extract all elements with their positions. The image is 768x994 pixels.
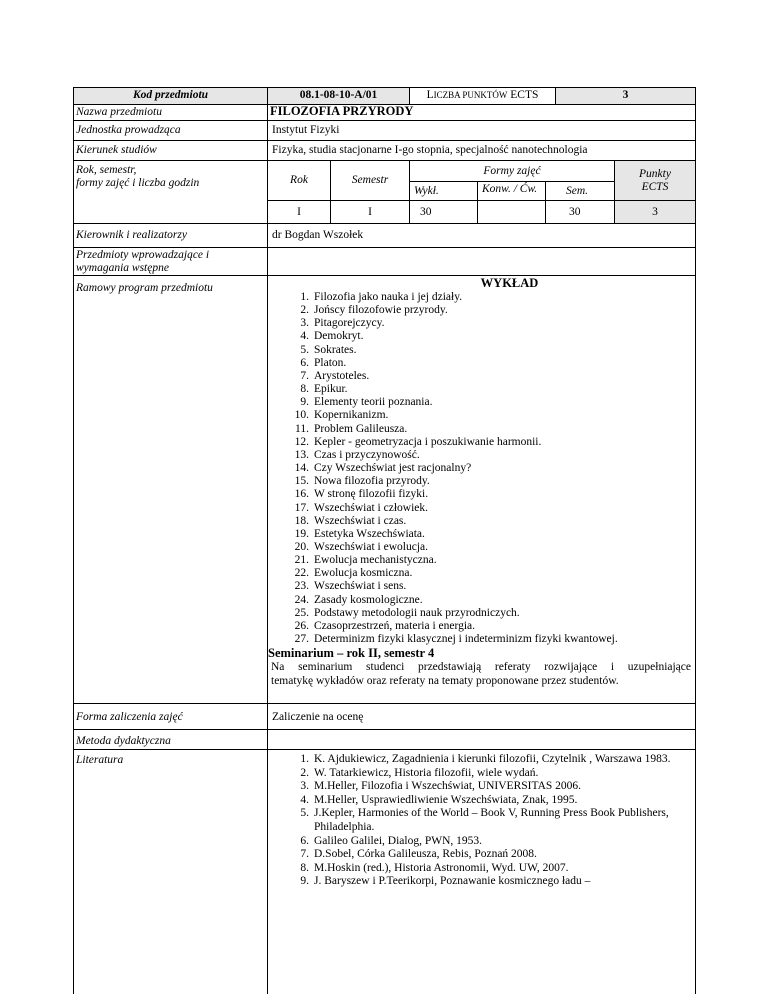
program-item-text: Arystoteles. — [314, 369, 370, 382]
literature-item-text: W. Tatarkiewicz, Historia filozofii, wiele wydań. — [314, 766, 539, 779]
wyklad-title: WYKŁAD — [480, 276, 539, 290]
program-item-number: 16. — [294, 488, 309, 501]
program-item-text: Czas i przyczynowość. — [314, 448, 420, 461]
literatura-label: Literatura — [76, 754, 124, 766]
program-item — [272, 304, 618, 317]
program-item — [272, 633, 618, 646]
table-border — [73, 140, 696, 141]
literature-item-number: 3. — [300, 780, 309, 793]
program-item-number: 12. — [294, 435, 309, 448]
program-item — [272, 436, 618, 449]
program-item-text: Podstawy metodologii nauk przyrodniczych. — [314, 606, 520, 619]
program-item-number: 25. — [294, 606, 309, 619]
program-item-text: Czasoprzestrzeń, materia i energia. — [314, 619, 476, 632]
konw-header: Konw. / Ćw. — [482, 183, 538, 195]
semestr-value: I — [368, 206, 372, 218]
literature-item-text: Galileo Galilei, Dialog, PWN, 1953. — [314, 834, 482, 847]
literature-item — [272, 780, 690, 794]
program-item — [272, 488, 618, 501]
program-item-text: Wszechświat i ewolucja. — [314, 540, 428, 553]
metoda-label: Metoda dydaktyczna — [76, 735, 171, 747]
program-item — [272, 344, 618, 357]
program-item — [272, 383, 618, 396]
program-item — [272, 396, 618, 409]
formy-header: Formy zajęć — [483, 165, 541, 177]
literature-item — [272, 767, 690, 781]
program-item-number: 13. — [294, 448, 309, 461]
przedmioty-label-line2: wymagania wstępne — [76, 262, 169, 274]
program-item-number: 27. — [294, 633, 309, 646]
program-item-text: Sokrates. — [314, 343, 357, 356]
program-item-number: 11. — [295, 422, 309, 435]
program-item-number: 8. — [300, 383, 309, 396]
table-border — [73, 120, 696, 121]
program-item — [272, 475, 618, 488]
program-item-text: Problem Galileusza. — [314, 422, 408, 435]
literature-item — [272, 875, 690, 889]
table-border — [477, 181, 478, 223]
ramowy-label: Ramowy program przedmiotu — [76, 282, 213, 294]
table-border — [73, 87, 696, 88]
program-item-text: Wszechświat i sens. — [314, 580, 407, 593]
ects-label-first: L — [426, 89, 434, 101]
program-item-text: Zasady kosmologiczne. — [314, 593, 423, 606]
program-item — [272, 449, 618, 462]
seminar-text-line1: Na seminarium studenci przedstawiają referaty rozwijające i uzupełniające — [271, 661, 691, 673]
program-item-number: 17. — [294, 501, 309, 514]
wykl-value: 30 — [420, 206, 432, 218]
table-border — [73, 247, 696, 248]
table-border — [267, 87, 268, 994]
literature-item-number: 6. — [300, 834, 309, 847]
program-item-number: 19. — [294, 527, 309, 540]
punkty-value: 3 — [652, 206, 658, 218]
literature-item-text: M.Heller, Filozofia i Wszechświat, UNIVERSITAS 2006. — [314, 780, 582, 793]
program-item-text: Demokryt. — [314, 330, 364, 343]
literature-item-text: M.Heller, Usprawiedliwienie Wszechświata, Znak, 1995. — [314, 793, 578, 806]
table-border — [409, 181, 614, 182]
table-border — [545, 181, 546, 223]
program-item-text: Estetyka Wszechświata. — [314, 527, 425, 540]
table-border — [73, 749, 696, 750]
program-item-text: Determinizm fizyki klasycznej i indeterminizm fizyki kwantowej. — [314, 633, 618, 646]
program-item-number: 20. — [294, 540, 309, 553]
rok-header: Rok — [290, 174, 308, 186]
program-item-number: 7. — [300, 369, 309, 382]
literature-item — [272, 848, 690, 862]
literature-item-text: D.Sobel, Córka Galileusza, Rebis, Poznań 2008. — [314, 848, 537, 861]
program-item-text: Platon. — [314, 356, 347, 369]
rok-value: I — [297, 206, 301, 218]
program-item-number: 9. — [300, 396, 309, 409]
literature-item-number: 7. — [300, 848, 309, 861]
program-item-number: 3. — [300, 317, 309, 330]
nazwa-label: Nazwa przedmiotu — [76, 106, 162, 118]
table-border — [73, 160, 696, 161]
program-item-text: Czy Wszechświat jest racjonalny? — [314, 462, 472, 475]
program-item-number: 10. — [294, 409, 309, 422]
program-item-text: Kopernikanizm. — [314, 409, 389, 422]
table-border — [695, 87, 696, 994]
program-item — [272, 554, 618, 567]
literature-item-number: 5. — [300, 807, 309, 820]
program-item — [272, 541, 618, 554]
program-item-number: 14. — [294, 462, 309, 475]
program-item-number: 4. — [300, 330, 309, 343]
jednostka-label: Jednostka prowadząca — [76, 124, 181, 136]
table-border — [73, 87, 74, 994]
kierownik-label: Kierownik i realizatorzy — [76, 229, 187, 241]
program-item-number: 21. — [294, 554, 309, 567]
rok-label-line1: Rok, semestr, — [76, 164, 137, 176]
program-item-text: Jońscy filozofowie przyrody. — [314, 304, 448, 317]
literature-item — [272, 794, 690, 808]
literature-item — [272, 862, 690, 876]
table-border — [73, 223, 696, 224]
program-item-number: 2. — [300, 304, 309, 317]
ects-label-tail: ECTS — [510, 89, 539, 101]
table-border — [267, 200, 696, 201]
program-item-text: Kepler - geometryzacja i poszukiwanie harmonii. — [314, 435, 542, 448]
program-item — [272, 515, 618, 528]
program-item — [272, 317, 618, 330]
rok-label-line2: formy zajęć i liczba godzin — [76, 177, 200, 189]
ects-label-rest: ICZBA PUNKTÓW — [433, 90, 508, 100]
program-item-number: 24. — [294, 593, 309, 606]
program-item — [272, 607, 618, 620]
program-item-text: Pitagorejczycy. — [314, 317, 385, 330]
program-item — [272, 357, 618, 370]
program-item — [272, 370, 618, 383]
jednostka-value: Instytut Fizyki — [272, 124, 340, 136]
program-item-number: 5. — [300, 343, 309, 356]
literature-item-text: M.Hoskin (red.), Historia Astronomii, Wyd. UW, 2007. — [314, 861, 569, 874]
program-item-text: Filozofia jako nauka i jej działy. — [314, 291, 463, 303]
table-border — [73, 729, 696, 730]
program-item-number: 23. — [294, 580, 309, 593]
literature-item-text: J. Baryszew i P.Teerikorpi, Poznawanie kosmicznego ładu – — [314, 875, 591, 888]
program-item-number: 1. — [300, 291, 309, 303]
seminar-title: Seminarium – rok II, semestr 4 — [268, 646, 435, 660]
program-item-text: Ewolucja kosmiczna. — [314, 567, 413, 580]
program-item — [272, 423, 618, 436]
sem-value: 30 — [569, 206, 581, 218]
program-item-text: Wszechświat i czas. — [314, 514, 407, 527]
forma-value: Zaliczenie na ocenę — [272, 711, 364, 723]
literature-item — [272, 807, 690, 834]
program-item-number: 22. — [294, 567, 309, 580]
punkty-header-line1: Punkty — [639, 168, 671, 180]
punkty-header-line2: ECTS — [641, 181, 669, 193]
sem-header: Sem. — [566, 185, 589, 197]
literature-item-text: J.Kepler, Harmonies of the World – Book V, Running Press Book Publishers, Philadelphia. — [314, 807, 669, 833]
ects-label — [410, 89, 555, 102]
program-item-text: Wszechświat i człowiek. — [314, 501, 428, 514]
program-item-number: 15. — [294, 475, 309, 488]
kierunek-label: Kierunek studiów — [76, 144, 157, 156]
program-list — [272, 291, 618, 646]
literature-item-number: 4. — [300, 793, 309, 806]
program-item — [272, 291, 618, 304]
program-item-text: W stronę filozofii fizyki. — [314, 488, 429, 501]
program-item — [272, 528, 618, 541]
kierunek-value: Fizyka, studia stacjonarne I-go stopnia, specjalność nanotechnologia — [272, 144, 588, 156]
program-item — [272, 580, 618, 593]
table-border — [73, 703, 696, 704]
semestr-header: Semestr — [351, 174, 389, 186]
program-item-number: 18. — [294, 514, 309, 527]
kod-value: 08.1-08-10-A/01 — [299, 89, 378, 101]
literature-item-number: 2. — [300, 766, 309, 779]
table-border — [73, 275, 696, 276]
program-item — [272, 409, 618, 422]
wykl-header: Wykł. — [414, 185, 439, 197]
literature-list — [272, 753, 690, 889]
forma-label: Forma zaliczenia zajęć — [76, 711, 183, 723]
przedmioty-label-line1: Przedmioty wprowadzające i — [76, 249, 210, 261]
program-item-text: Elementy teorii poznania. — [314, 396, 433, 409]
program-item-number: 26. — [294, 619, 309, 632]
literature-item-number: 8. — [300, 861, 309, 874]
program-item-text: Nowa filozofia przyrody. — [314, 475, 430, 488]
kierownik-value: dr Bogdan Wszołek — [272, 229, 364, 241]
program-item — [272, 620, 618, 633]
program-item — [272, 567, 618, 580]
literature-item-text: K. Ajdukiewicz, Zagadnienia i kierunki filozofii, Czytelnik , Warszawa 1983. — [314, 753, 671, 765]
program-item-text: Epikur. — [314, 383, 348, 396]
program-item — [272, 502, 618, 515]
literature-item-number: 1. — [300, 753, 309, 765]
program-item — [272, 594, 618, 607]
literature-item-number: 9. — [300, 875, 309, 888]
nazwa-value: FILOZOFIA PRZYRODY — [270, 104, 414, 118]
program-item-number: 6. — [300, 356, 309, 369]
program-item — [272, 462, 618, 475]
kod-label: Kod przedmiotu — [132, 89, 209, 101]
literature-item — [272, 753, 690, 767]
program-item-text: Ewolucja mechanistyczna. — [314, 554, 437, 567]
seminar-text-line2: tematykę wykładów oraz referaty na tematy proponowane przez studentów. — [271, 675, 619, 687]
literature-item — [272, 835, 690, 849]
ects-value: 3 — [622, 89, 629, 101]
program-item — [272, 330, 618, 343]
